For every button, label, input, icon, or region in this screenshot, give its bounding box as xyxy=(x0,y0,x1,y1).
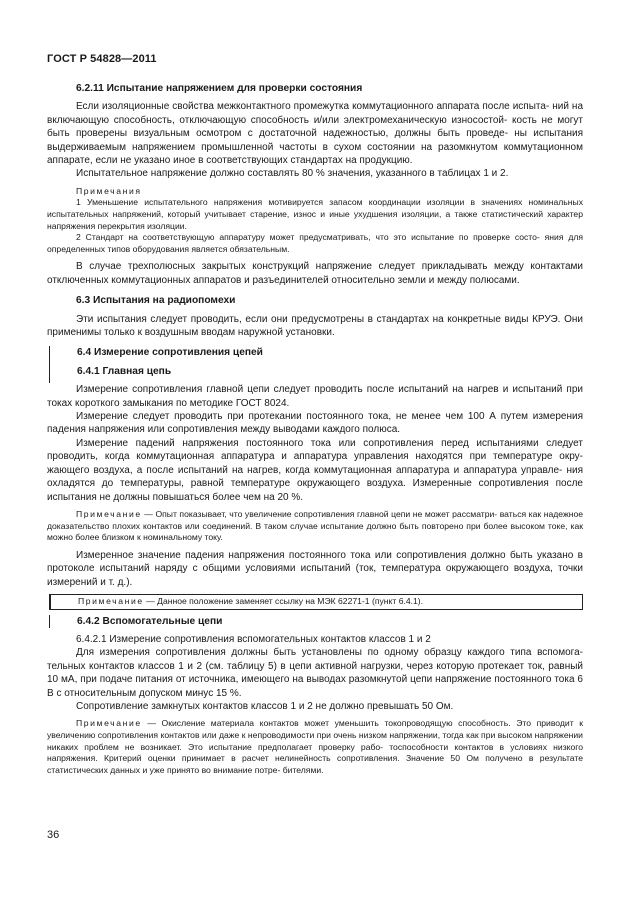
paragraph: Эти испытания следует проводить, если они предусмотрены в стандартах на конкретные виды КРУЭ. Они применимы только к воздушным вводам наружной установки. xyxy=(47,313,583,339)
paragraph: В случае трехполюсных закрытых конструкций напряжение следует прикладывать между контактами отключенных коммутационных аппаратов и разъединителей относительно земли и между полюсами. xyxy=(47,261,583,286)
paragraph: Измерение сопротивления главной цепи следует проводить после испытаний на нагрев и испытаний при токах короткого замыкания по методике ГОСТ 8024. xyxy=(47,384,583,409)
note-label: Примечание xyxy=(76,718,142,729)
page-header: ГОСТ Р 54828—2011 xyxy=(47,53,157,65)
section-heading-6-2-11: 6.2.11 Испытание напряжением для проверки состояния xyxy=(76,83,363,94)
note-label: Примечание xyxy=(76,508,142,519)
note-block xyxy=(47,718,583,776)
note-label: Примечание xyxy=(78,595,144,606)
section-heading-6-3: 6.3 Испытания на радиопомехи xyxy=(76,295,236,307)
paragraph: Измерение падений напряжения постоянного тока или сопротивления перед испытаниями следует проводить, когда коммутационная аппаратура и аппаратура управления находятся при температуре окру- жающего воздуха, а после испытаний на нагрев, когда коммутационная аппаратура и аппаратура управле- ния охладятся до температуры, равной температуре окружающего воздуха. Измеренные сопротивления после испытания не должны повышаться более чем на 20 %. xyxy=(47,437,583,503)
page-content xyxy=(47,82,583,776)
note-text: — Окисление материала контактов может уменьшить токопроводящую способность. Это приводит к увеличению сопротивления контактов или даже к непроводимости при очень низком напряжении, тогда как при высоком напряжении никаких проблем не возникает. Это испытание предполагает проверку рабо- тоспособности контактов в условиях низкого напряжения. Критерий оценки принимает в расчет нелинейность сопротивления. Значение 50 Ом получено в результате статистических данных и уже принято во внимание потре- бителями. xyxy=(47,718,583,775)
note-item: 1 Уменьшение испытательного напряжения мотивируется запасом координации изоляции в значениях номинальных испытательных напряжений, который учитывает старение, износ и иные ухудшения изоляции, а также статистический характер напряжения перекрытия изоляции. xyxy=(47,197,583,231)
page-number: 36 xyxy=(47,829,60,841)
section-heading-6-4: 6.4 Измерение сопротивления цепей xyxy=(77,347,263,359)
boxed-note xyxy=(49,594,583,610)
note-text: — Опыт показывает, что увеличение сопротивления главной цепи не может рассматри- ваться как надежное доказательство плохих контактов или соединений. В таком случае испытание должно быть повторено при более высоком токе, как можно более близком к номинальному току. xyxy=(47,508,583,543)
subsection-heading-6-4-2: 6.4.2 Вспомогательные цепи xyxy=(77,615,223,627)
paragraph: Измерение следует проводить при протекании постоянного тока, не менее чем 100 А путем измерения падения напряжения или сопротивления между выводами каждого полюса. xyxy=(47,411,583,436)
paragraph: Измеренное значение падения напряжения постоянного тока или сопротивления должно быть указано в протоколе испытаний наряду с общими условиями испытаний (ток, температура окружающего воздуха, точки измерений и т. д.). xyxy=(47,549,583,588)
paragraph: Если изоляционные свойства межконтактного промежутка коммутационного аппарата после испыта- ний на включающую способность, отключающую способность и/или электромеханическую износостой- кость не могут быть проверены визуальным осмотром с достаточной надежностью, должны быть проведе- ны испытания выдерживаемым напряжением промышленной частоты в сухом состоянии на разомкнутом коммутационном аппарате, если не указано иное в соответствующих стандартах на продукцию. xyxy=(47,101,583,167)
revised-block xyxy=(49,615,583,628)
subsection-heading-6-4-1: 6.4.1 Главная цепь xyxy=(77,365,172,377)
revised-block xyxy=(49,346,583,383)
note-block xyxy=(47,509,583,544)
paragraph: 6.4.2.1 Измерение сопротивления вспомогательных контактов классов 1 и 2 xyxy=(76,633,431,645)
paragraph: Сопротивление замкнутых контактов классов 1 и 2 не должно превышать 50 Ом. xyxy=(76,700,454,712)
paragraph: Испытательное напряжение должно составлять 80 % значения, указанного в таблицах 1 и 2. xyxy=(76,168,509,180)
note-item: 2 Стандарт на соответствующую аппаратуру может предусматривать, что это испытание по проверке состо- яния для определенных типов оборудования является обязательным. xyxy=(47,232,583,254)
note-text: — Данное положение заменяет ссылку на МЭК 62271-1 (пункт 6.4.1). xyxy=(143,595,424,606)
notes-label: Примечания xyxy=(76,185,142,196)
paragraph: Для измерения сопротивления должны быть установлены по одному образцу каждого типа вспомога- тельных контактов классов 1 и 2 (см. таблицу 5) в цепи активной нагрузки, через которую протекает ток, равный 10 мА, при подаче питания от источника, имеющего на выводах разомкнутой цепи напряжение постоянного тока 6 В с относительным допуском минус 15 %. xyxy=(47,647,583,699)
